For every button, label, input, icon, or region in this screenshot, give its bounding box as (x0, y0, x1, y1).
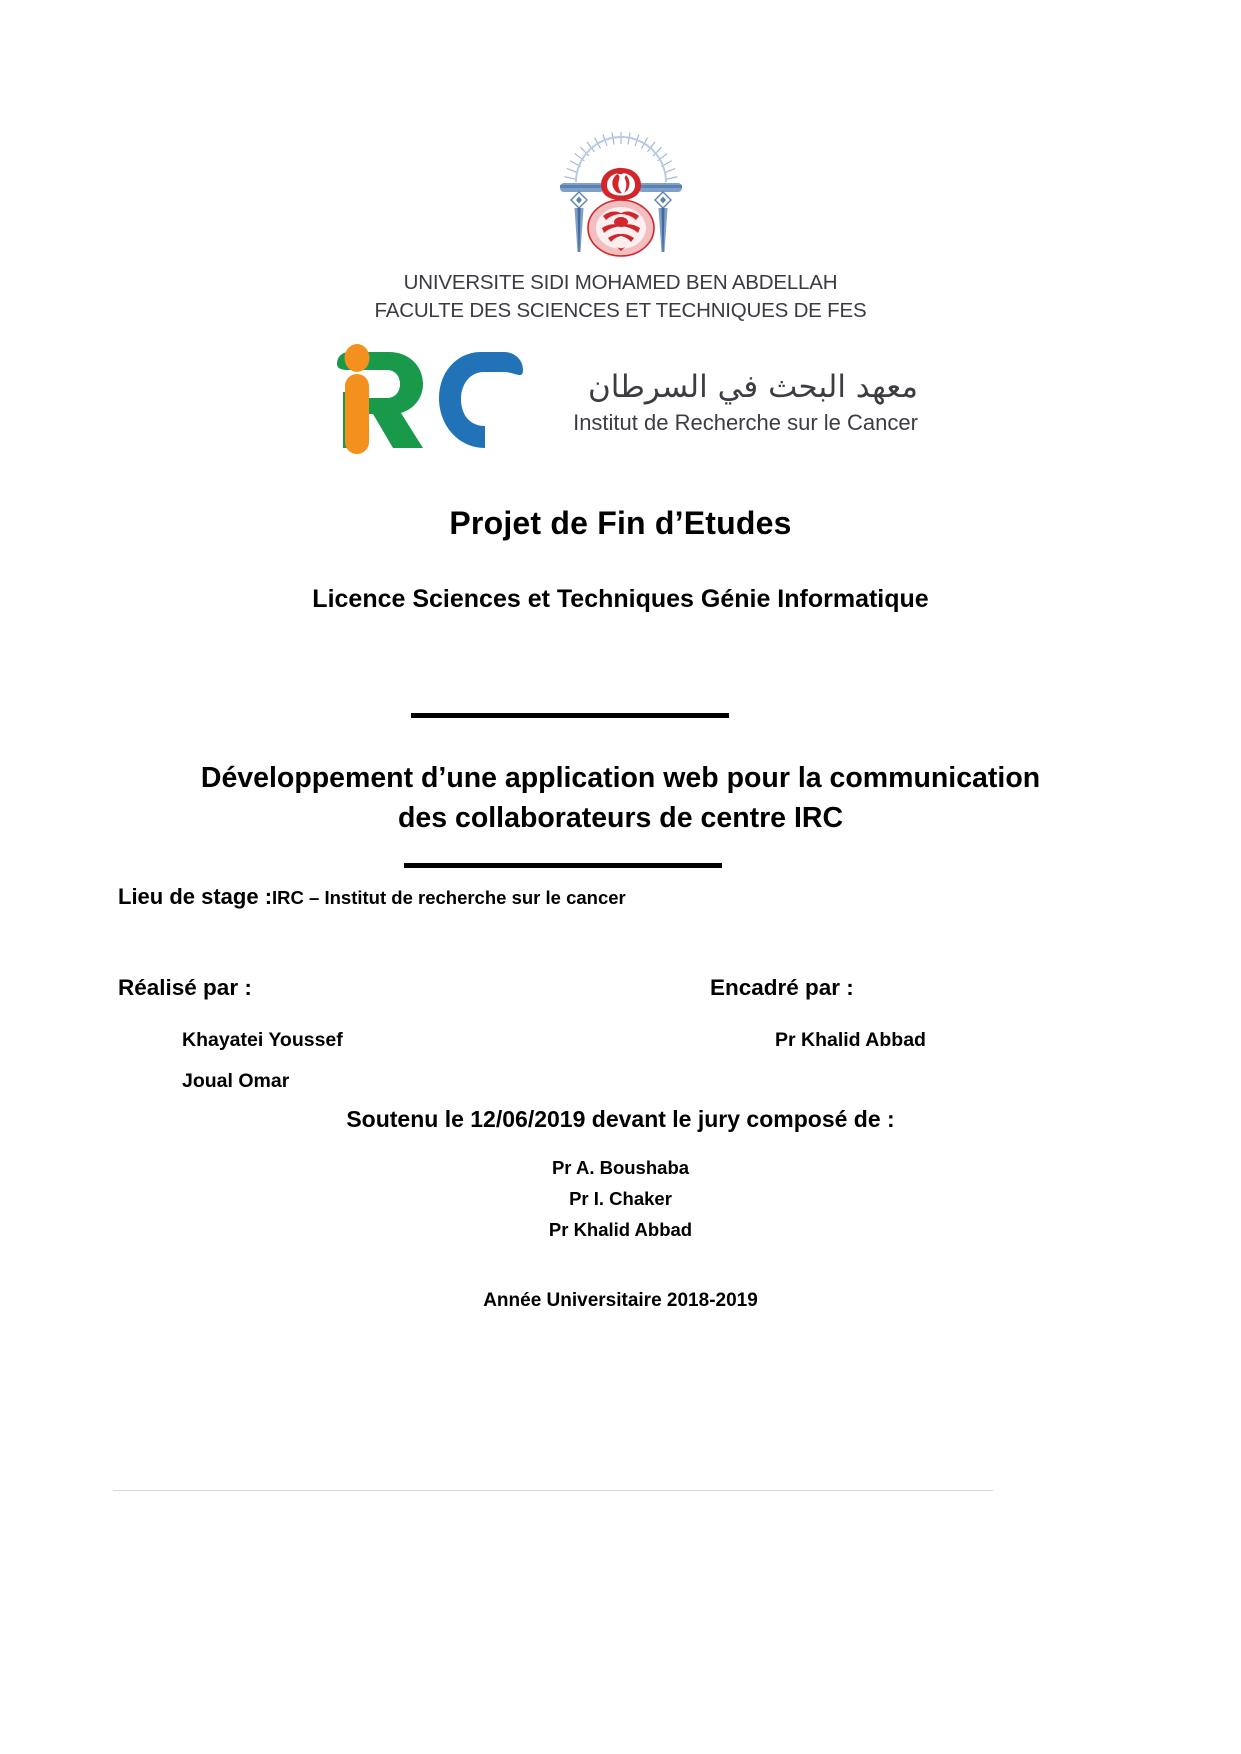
internship-place (118, 884, 626, 910)
supervisors-list (775, 1020, 926, 1061)
list-item: Pr Khalid Abbad (775, 1029, 926, 1051)
jury-list (0, 1152, 1241, 1245)
irc-logo-text (573, 362, 918, 437)
degree-title: Licence Sciences et Techniques Génie Informatique (312, 585, 929, 613)
supervisors-heading: Encadré par : (710, 975, 854, 1000)
university-crest-icon (546, 130, 696, 265)
project-subject-title (100, 758, 1141, 839)
people-headings (0, 975, 1241, 1009)
irc-arabic-name: معهد البحث في السرطان (588, 369, 918, 406)
faculty-name: FACULTE DES SCIENCES ET TECHNIQUES DE FES (374, 298, 867, 322)
list-item: Joual Omar (182, 1069, 290, 1092)
list-item: Khayatei Youssef (182, 1029, 343, 1051)
project-subject-line-1: Développement d’une application web pour la communication (200, 762, 1041, 794)
people-section (0, 975, 1241, 1009)
academic-year: Année Universitaire 2018-2019 (483, 1290, 758, 1311)
irc-logo-block (0, 336, 1241, 464)
authors-heading: Réalisé par : (118, 975, 252, 1000)
document-kind-title: Projet de Fin d’Etudes (449, 505, 792, 541)
list-item: Pr A. Boushaba (551, 1157, 690, 1178)
authors-list (182, 1020, 343, 1102)
subject-rule-top (411, 713, 729, 718)
irc-logo-icon (323, 336, 555, 464)
university-header (0, 130, 1241, 324)
list-item: Pr I. Chaker (569, 1188, 672, 1210)
list-item: Pr Khalid Abbad (548, 1219, 693, 1241)
internship-place-value: IRC – Institut de recherche sur le cancer (272, 887, 626, 908)
footer-divider (113, 1490, 993, 1491)
internship-place-label: Lieu de stage : (118, 884, 273, 909)
defense-line: Soutenu le 12/06/2019 devant le jury composé de : (346, 1106, 895, 1132)
university-name: UNIVERSITE SIDI MOHAMED BEN ABDELLAH (403, 271, 838, 294)
project-subject-line-2: des collaborateurs de centre IRC (397, 802, 844, 835)
irc-french-name: Institut de Recherche sur le Cancer (573, 410, 918, 436)
subject-rule-bottom (404, 863, 722, 868)
